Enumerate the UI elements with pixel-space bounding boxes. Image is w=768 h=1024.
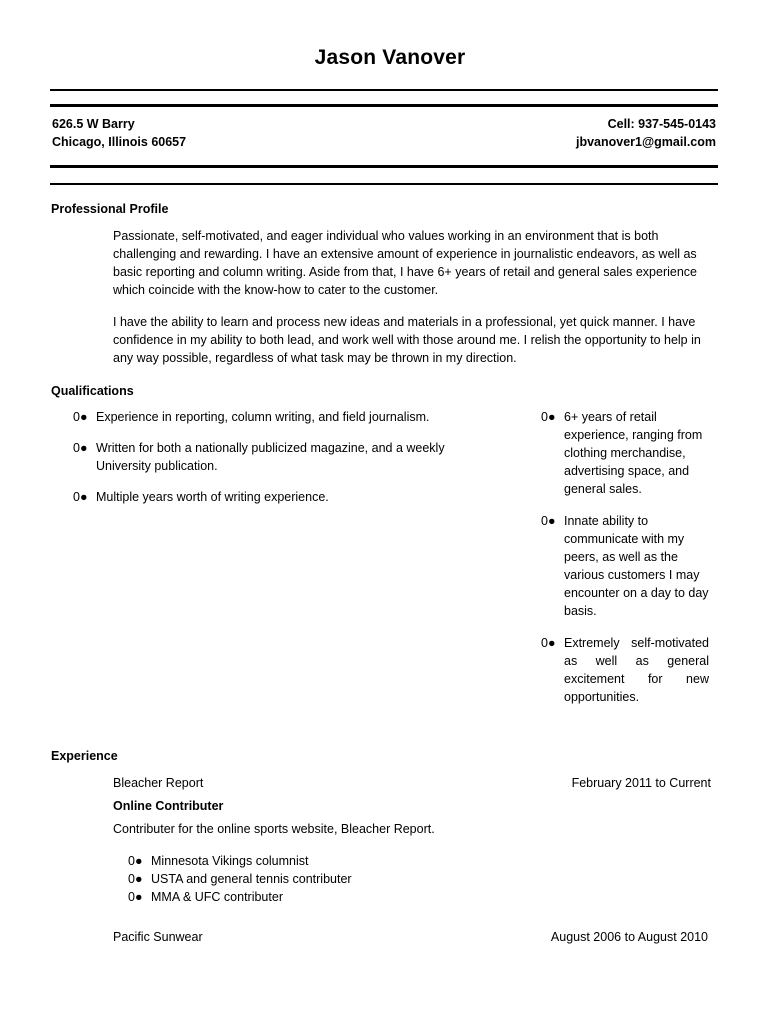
resume-name: Jason Vanover: [314, 46, 466, 69]
job-bullet-list: [128, 852, 528, 906]
section-title-profile: Professional Profile: [51, 202, 169, 216]
job-company: Pacific Sunwear: [113, 930, 203, 944]
job-bullet-text: Minnesota Vikings columnist: [151, 854, 309, 868]
bullet-marker: 0●: [541, 636, 556, 650]
section-title-experience: Experience: [51, 749, 118, 763]
section-title-qualifications: Qualifications: [51, 384, 134, 398]
bullet-marker: 0●: [73, 441, 88, 455]
list-item: [128, 870, 528, 888]
job-dates: August 2006 to August 2010: [550, 930, 708, 944]
address-block: [52, 115, 186, 151]
profile-paragraph-2: I have the ability to learn and process new ideas and materials in a professional, yet quick manner. I have confidence in my ability to both lead, and work well with those around me. I relish the opportunity to help in any way possible, regardless of what task may be thrown in my direction.: [113, 315, 701, 365]
address-line-1: 626.5 W Barry: [52, 117, 135, 131]
bullet-marker: 0●: [73, 410, 88, 424]
qualification-text: Multiple years worth of writing experience.: [96, 490, 329, 504]
bullet-marker: 0●: [128, 890, 143, 904]
list-item: [128, 852, 528, 870]
job-role: Online Contributer: [113, 799, 224, 813]
email-address: jbvanover1@gmail.com: [575, 135, 716, 149]
qualification-text: Extremely self-motivated as well as general excitement for new opportunities.: [564, 636, 709, 704]
divider-contact-1: [50, 165, 718, 168]
job-company: Bleacher Report: [113, 776, 204, 790]
list-item: [128, 888, 528, 906]
list-item: [73, 408, 473, 426]
qualification-text: Innate ability to communicate with my peers, as well as the various customers I may encounter on a day to day basis.: [564, 514, 709, 618]
qualifications-right-list: [541, 408, 709, 720]
qualifications-left-list: [73, 408, 473, 519]
job-bullet-text: MMA & UFC contributer: [151, 890, 283, 904]
list-item: [73, 439, 473, 475]
profile-paragraph-1: Passionate, self-motivated, and eager individual who values working in an environment that is both challenging and rewarding. I have an extensive amount of experience in journalistic endeavors, as well as basic reporting and column writing. Aside from that, I have 6+ years of retail and general sales experience which coincide with the know-how to cater to the customer.: [113, 229, 698, 297]
contact-block: [576, 115, 716, 151]
bullet-marker: 0●: [541, 410, 556, 424]
qualification-text: 6+ years of retail experience, ranging from clothing merchandise, advertising space, and general sales.: [564, 410, 703, 496]
divider-top-1: [50, 89, 718, 91]
job-dates: February 2011 to Current: [571, 776, 711, 790]
list-item: [541, 408, 709, 498]
bullet-marker: 0●: [541, 514, 556, 528]
bullet-marker: 0●: [128, 854, 143, 868]
list-item: [541, 634, 709, 706]
bullet-marker: 0●: [128, 872, 143, 886]
cell-phone: Cell: 937-545-0143: [607, 117, 716, 131]
address-line-2: Chicago, Illinois 60657: [52, 135, 187, 149]
list-item: [541, 512, 709, 620]
divider-top-2: [50, 104, 718, 107]
qualification-text: Written for both a nationally publicized magazine, and a weekly University publication.: [96, 441, 445, 473]
job-bullet-text: USTA and general tennis contributer: [151, 872, 352, 886]
bullet-marker: 0●: [73, 490, 88, 504]
list-item: [73, 488, 473, 506]
job-description: Contributer for the online sports website, Bleacher Report.: [113, 822, 435, 836]
divider-contact-2: [50, 183, 718, 185]
qualification-text: Experience in reporting, column writing, and field journalism.: [96, 410, 430, 424]
